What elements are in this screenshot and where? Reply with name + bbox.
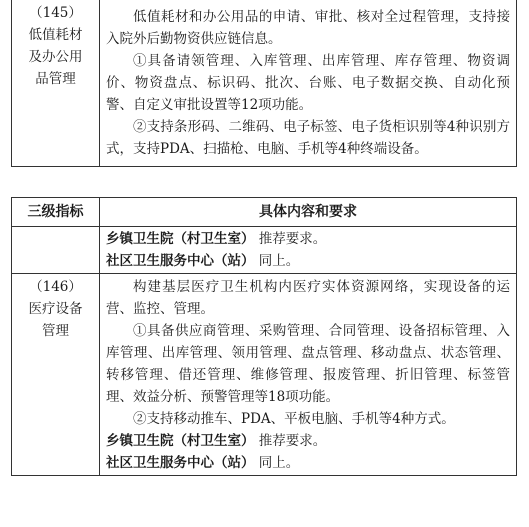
- indicator-name-line: 管理: [42, 323, 69, 339]
- table-top-section: [11, 0, 517, 167]
- indicator-number: （145）: [29, 5, 82, 21]
- requirement-label: 乡镇卫生院（村卫生室）: [106, 433, 255, 449]
- table-row-145: [12, 0, 517, 167]
- requirement-line: [106, 430, 510, 452]
- indicator-cell-empty: [12, 227, 100, 274]
- content-paragraph: ①具备供应商管理、采购管理、合同管理、设备招标管理、入库管理、出库管理、领用管理、盘点管理、移动盘点、状态管理、转移管理、借还管理、维修管理、报废管理、折旧管理、标签管理、效益分析、预警管理等18项功能。: [106, 323, 510, 405]
- indicator-cell-146: [12, 274, 100, 476]
- requirement-value: 同上。: [258, 455, 300, 471]
- content-cell-146: [100, 274, 517, 476]
- content-paragraph: ②支持移动推车、PDA、平板电脑、手机等4种方式。: [133, 411, 455, 427]
- content-paragraph: ①具备请领管理、入库管理、出库管理、库存管理、物资调价、物资盘点、标识码、批次、台账、电子数据交换、自动化预警、自定义审批设置等12项功能。: [106, 53, 510, 113]
- indicator-name-line: 低值耗材: [28, 27, 83, 43]
- table-header-row: [12, 198, 517, 227]
- indicator-name-line: 医疗设备: [28, 301, 83, 317]
- table-row-continued: [12, 227, 517, 274]
- indicator-cell-145: [12, 0, 100, 167]
- indicator-number: （146）: [29, 279, 82, 295]
- indicator-name-line: 品管理: [35, 71, 76, 87]
- content-paragraph: ②支持条形码、二维码、电子标签、电子货柜识别等4种识别方式，支持PDA、扫描枪、电脑、手机等4种终端设备。: [106, 119, 510, 157]
- header-col-content: 具体内容和要求: [100, 198, 517, 227]
- requirement-line: [106, 228, 510, 250]
- content-paragraph: 低值耗材和办公用品的申请、审批、核对全过程管理，支持接入院外后勤物资供应链信息。: [106, 9, 510, 47]
- requirement-line: [106, 250, 510, 272]
- header-col-indicator: 三级指标: [12, 198, 100, 227]
- table-row-146: [12, 274, 517, 476]
- requirement-line: [106, 452, 510, 474]
- content-cell-continued: [100, 227, 517, 274]
- requirement-value: 同上。: [258, 253, 300, 269]
- content-cell-145: [100, 0, 517, 167]
- content-paragraph: 构建基层医疗卫生机构内医疗实体资源网络，实现设备的运营、监控、管理。: [106, 279, 510, 317]
- requirement-label: 乡镇卫生院（村卫生室）: [106, 231, 255, 247]
- requirement-value: 推荐要求。: [258, 231, 327, 247]
- table-bottom-section: [11, 197, 517, 476]
- indicator-name-line: 及办公用: [28, 49, 83, 65]
- requirement-value: 推荐要求。: [258, 433, 327, 449]
- requirement-label: 社区卫生服务中心（站）: [106, 253, 255, 269]
- requirement-label: 社区卫生服务中心（站）: [106, 455, 255, 471]
